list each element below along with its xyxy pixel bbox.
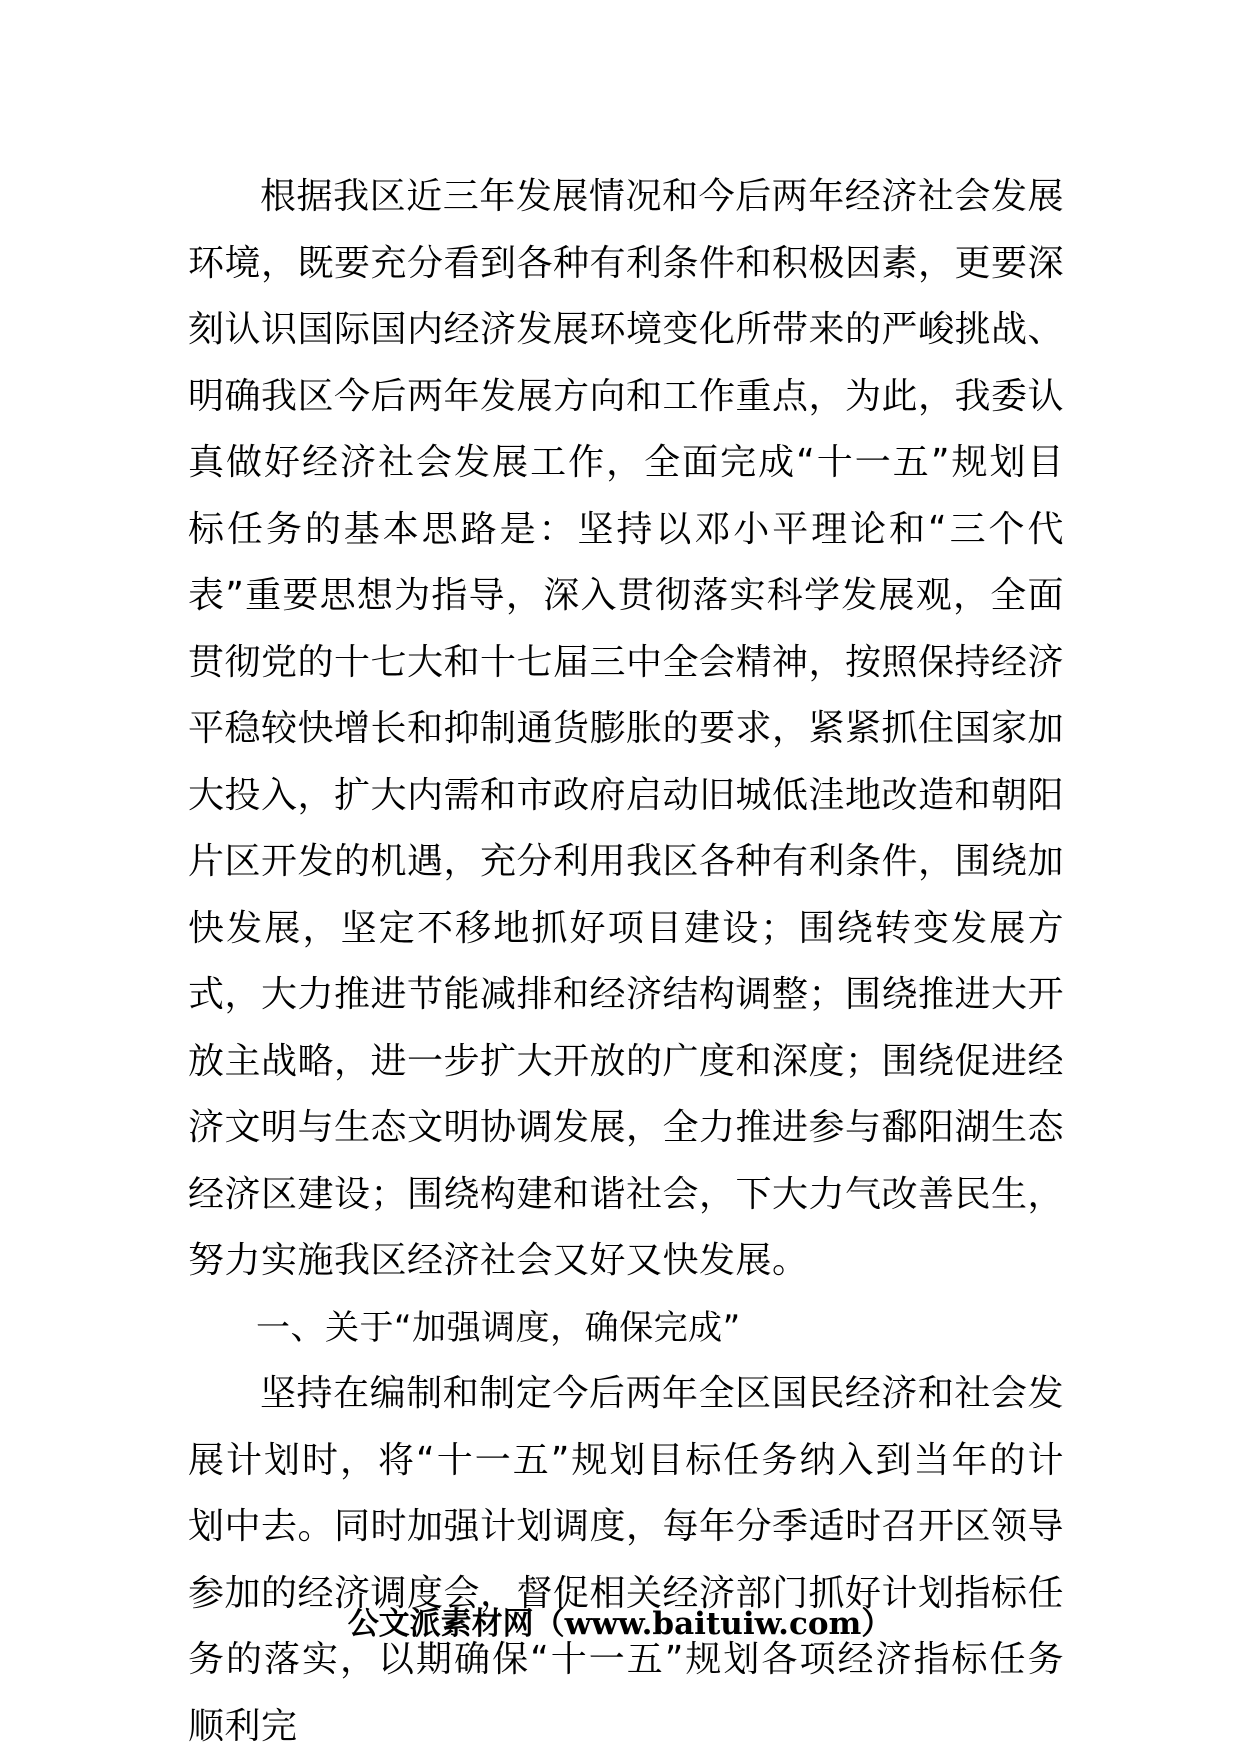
- document-body: [188, 164, 1064, 1760]
- body-paragraph-1: 根据我区近三年发展情况和今后两年经济社会发展环境，既要充分看到各种有利条件和积极因素，更要深刻认识国际国内经济发展环境变化所带来的严峻挑战、明确我区今后两年发展方向和工作重点，为此，我委认真做好经济社会发展工作，全面完成“十一五”规划目标任务的基本思路是：坚持以邓小平理论和“三个代表”重要思想为指导，深入贯彻落实科学发展观，全面贯彻党的十七大和十七届三中全会精神，按照保持经济平稳较快增长和抑制通货膨胀的要求，紧紧抓住国家加大投入，扩大内需和市政府启动旧城低洼地改造和朝阳片区开发的机遇，充分利用我区各种有利条件，围绕加快发展，坚定不移地抓好项目建设；围绕转变发展方式，大力推进节能减排和经济结构调整；围绕推进大开放主战略，进一步扩大开放的广度和深度；围绕促进经济文明与生态文明协调发展，全力推进参与鄱阳湖生态经济区建设；围绕构建和谐社会，下大力气改善民生，努力实施我区经济社会又好又快发展。: [188, 176, 1065, 1281]
- section-paragraph: 坚持在编制和制定今后两年全区国民经济和社会发展计划时，将“十一五”规划目标任务纳入到当年的计划中去。同时加强计划调度，每年分季适时召开区领导参加的经济调度会，督促相关经济部门抓好计划指标任务的落实，以期确保“十一五”规划各项经济指标任务顺利完: [188, 1373, 1065, 1747]
- section-heading: 一、关于“加强调度，确保完成”: [256, 1307, 741, 1348]
- footer-watermark: 公文派素材网（www.baituiw.com）: [347, 1606, 893, 1642]
